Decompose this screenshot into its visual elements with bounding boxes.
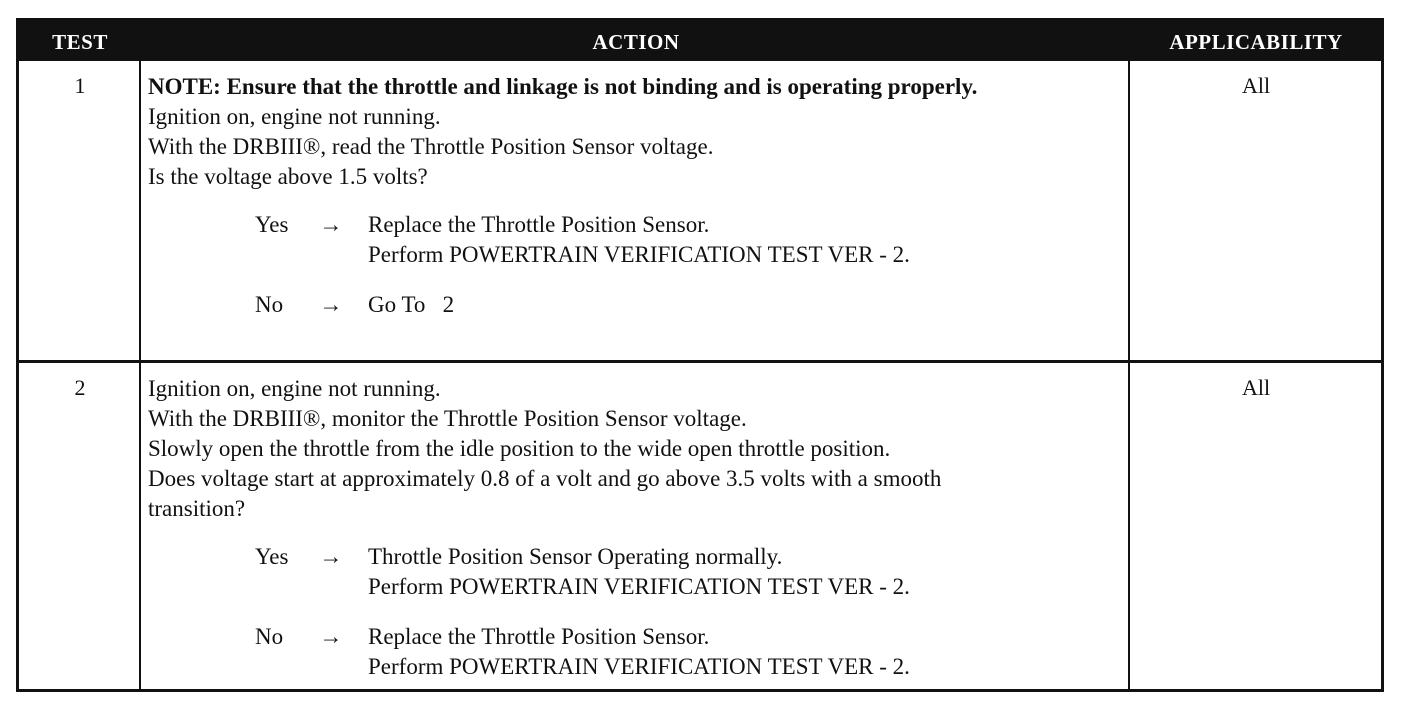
table-row xyxy=(19,61,1381,360)
outcome-text xyxy=(368,210,1128,270)
test-number: 2 xyxy=(74,375,86,400)
outcome-label: No xyxy=(255,292,284,317)
outcome-line: Replace the Throttle Position Sensor. xyxy=(368,624,710,649)
action-line: Ignition on, engine not running. xyxy=(148,104,441,129)
action-line: Is the voltage above 1.5 volts? xyxy=(148,164,428,189)
right-arrow-icon: → xyxy=(319,624,343,649)
right-arrow-icon: → xyxy=(319,292,343,317)
outcome-line: Go To 2 xyxy=(368,292,455,317)
right-arrow-icon: → xyxy=(319,544,343,569)
outcome-line: Throttle Position Sensor Operating normally. xyxy=(368,544,783,569)
table-row xyxy=(19,363,1381,692)
header-applicability: APPLICABILITY xyxy=(1169,30,1343,54)
table-header-row xyxy=(19,21,1381,61)
diagnostic-test-table xyxy=(16,18,1384,692)
outcome-text xyxy=(368,622,1128,682)
outcome-yes xyxy=(148,210,1128,270)
outcome-no xyxy=(148,622,1128,682)
outcome-text xyxy=(368,290,1128,320)
action-line: Ignition on, engine not running. xyxy=(148,376,441,401)
outcomes-list xyxy=(148,210,1128,320)
applicability-value: All xyxy=(1241,73,1271,98)
action-line: Does voltage start at approximately 0.8 of a volt and go above 3.5 volts with a smooth xyxy=(148,466,942,491)
header-action: ACTION xyxy=(592,30,680,54)
right-arrow-icon: → xyxy=(319,212,343,237)
action-line: Slowly open the throttle from the idle position to the wide open throttle position. xyxy=(148,436,891,461)
action-line: With the DRBIII®, monitor the Throttle Position Sensor voltage. xyxy=(148,406,747,431)
header-test: TEST xyxy=(52,30,108,54)
outcome-label: Yes xyxy=(255,212,289,237)
outcome-line: Perform POWERTRAIN VERIFICATION TEST VER - 2. xyxy=(368,242,910,267)
action-line: With the DRBIII®, read the Throttle Position Sensor voltage. xyxy=(148,134,714,159)
action-cell xyxy=(148,374,1128,682)
outcome-yes xyxy=(148,542,1128,602)
outcomes-list xyxy=(148,542,1128,682)
outcome-line: Perform POWERTRAIN VERIFICATION TEST VER - 2. xyxy=(368,574,910,599)
outcome-line: Perform POWERTRAIN VERIFICATION TEST VER - 2. xyxy=(368,654,910,679)
note-text: NOTE: Ensure that the throttle and linkage is not binding and is operating properly. xyxy=(148,74,978,99)
action-cell xyxy=(148,72,1128,320)
test-number: 1 xyxy=(74,73,86,98)
applicability-value: All xyxy=(1241,375,1271,400)
outcome-text xyxy=(368,542,1128,602)
outcome-no xyxy=(148,290,1128,320)
outcome-label: Yes xyxy=(255,544,289,569)
action-line: transition? xyxy=(148,496,246,521)
outcome-line: Replace the Throttle Position Sensor. xyxy=(368,212,710,237)
outcome-label: No xyxy=(255,624,284,649)
